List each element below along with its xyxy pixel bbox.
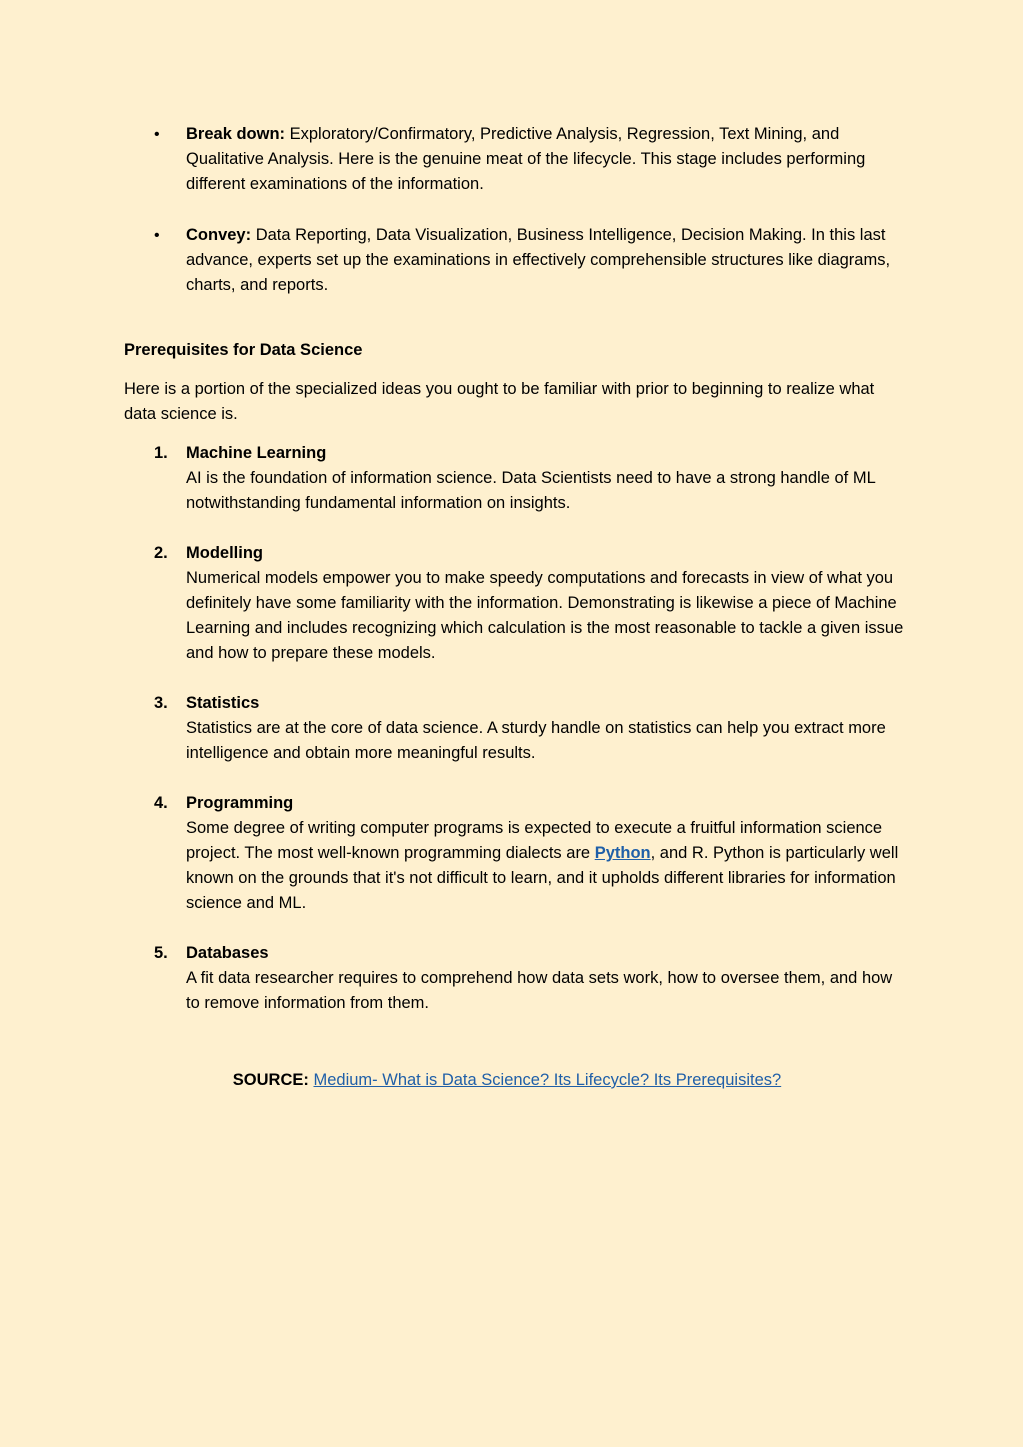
- list-item: [124, 223, 904, 298]
- item-body: Statistics are at the core of data science. A sturdy handle on statistics can help you extract more intelligence and obtain more meaningful results.: [186, 719, 886, 762]
- list-number: 2.: [154, 544, 168, 562]
- list-item: [124, 791, 904, 916]
- lifecycle-bullet-list: [124, 122, 904, 298]
- item-body-end: , and R. Python is particularly well known on the grounds that it's not difficult to learn, and it upholds different libraries for information science and ML.: [186, 844, 899, 912]
- list-item: [124, 122, 904, 197]
- list-number: 5.: [154, 944, 168, 962]
- source-link[interactable]: Medium- What is Data Science? Its Lifecycle? Its Prerequisites?: [313, 1071, 782, 1089]
- bullet-label: Break down:: [186, 125, 286, 143]
- source-label: SOURCE:: [232, 1071, 309, 1089]
- list-item: [124, 441, 904, 516]
- python-link[interactable]: Python: [594, 844, 651, 862]
- item-title: Databases: [186, 944, 269, 962]
- list-item: [124, 691, 904, 766]
- item-body-start: Some degree of writing computer programs is expected to execute a fruitful information science project. The most well-known programming dialects are: [186, 819, 883, 862]
- source-line: [124, 1068, 904, 1093]
- bullet-icon: •: [154, 126, 160, 143]
- item-title: Modelling: [186, 544, 263, 562]
- item-body: AI is the foundation of information science. Data Scientists need to have a strong handle of ML notwithstanding fundamental information on insights.: [186, 469, 876, 512]
- list-number: 3.: [154, 694, 168, 712]
- list-item: [124, 941, 904, 1016]
- item-body: Numerical models empower you to make speedy computations and forecasts in view of what you definitely have some familiarity with the information. Demonstrating is likewise a piece of Machine Learning and includes recognizing which calculation is the most reasonable to tackle a given issue and how to prepare these models.: [186, 569, 904, 662]
- bullet-text: Data Reporting, Data Visualization, Business Intelligence, Decision Making. In this last advance, experts set up the examinations in effectively comprehensible structures like diagrams, charts, and reports.: [186, 226, 891, 294]
- document-body: [124, 122, 904, 1093]
- bullet-icon: •: [154, 227, 160, 244]
- bullet-text: Exploratory/Confirmatory, Predictive Analysis, Regression, Text Mining, and Qualitative Analysis. Here is the genuine meat of the lifecycle. This stage includes performing different examinations of the information.: [186, 125, 866, 193]
- item-title: Machine Learning: [186, 444, 327, 462]
- list-number: 1.: [154, 444, 168, 462]
- list-item: [124, 541, 904, 666]
- prerequisites-list: [124, 441, 904, 1016]
- item-title: Statistics: [186, 694, 260, 712]
- item-title: Programming: [186, 794, 294, 812]
- item-body: A fit data researcher requires to comprehend how data sets work, how to oversee them, and how to remove information from them.: [186, 969, 893, 1012]
- bullet-label: Convey:: [186, 226, 252, 244]
- section-heading: Prerequisites for Data Science: [124, 341, 363, 359]
- section-intro: Here is a portion of the specialized ideas you ought to be familiar with prior to beginning to realize what data science is.: [124, 380, 875, 423]
- item-body: [186, 816, 904, 916]
- list-number: 4.: [154, 794, 168, 812]
